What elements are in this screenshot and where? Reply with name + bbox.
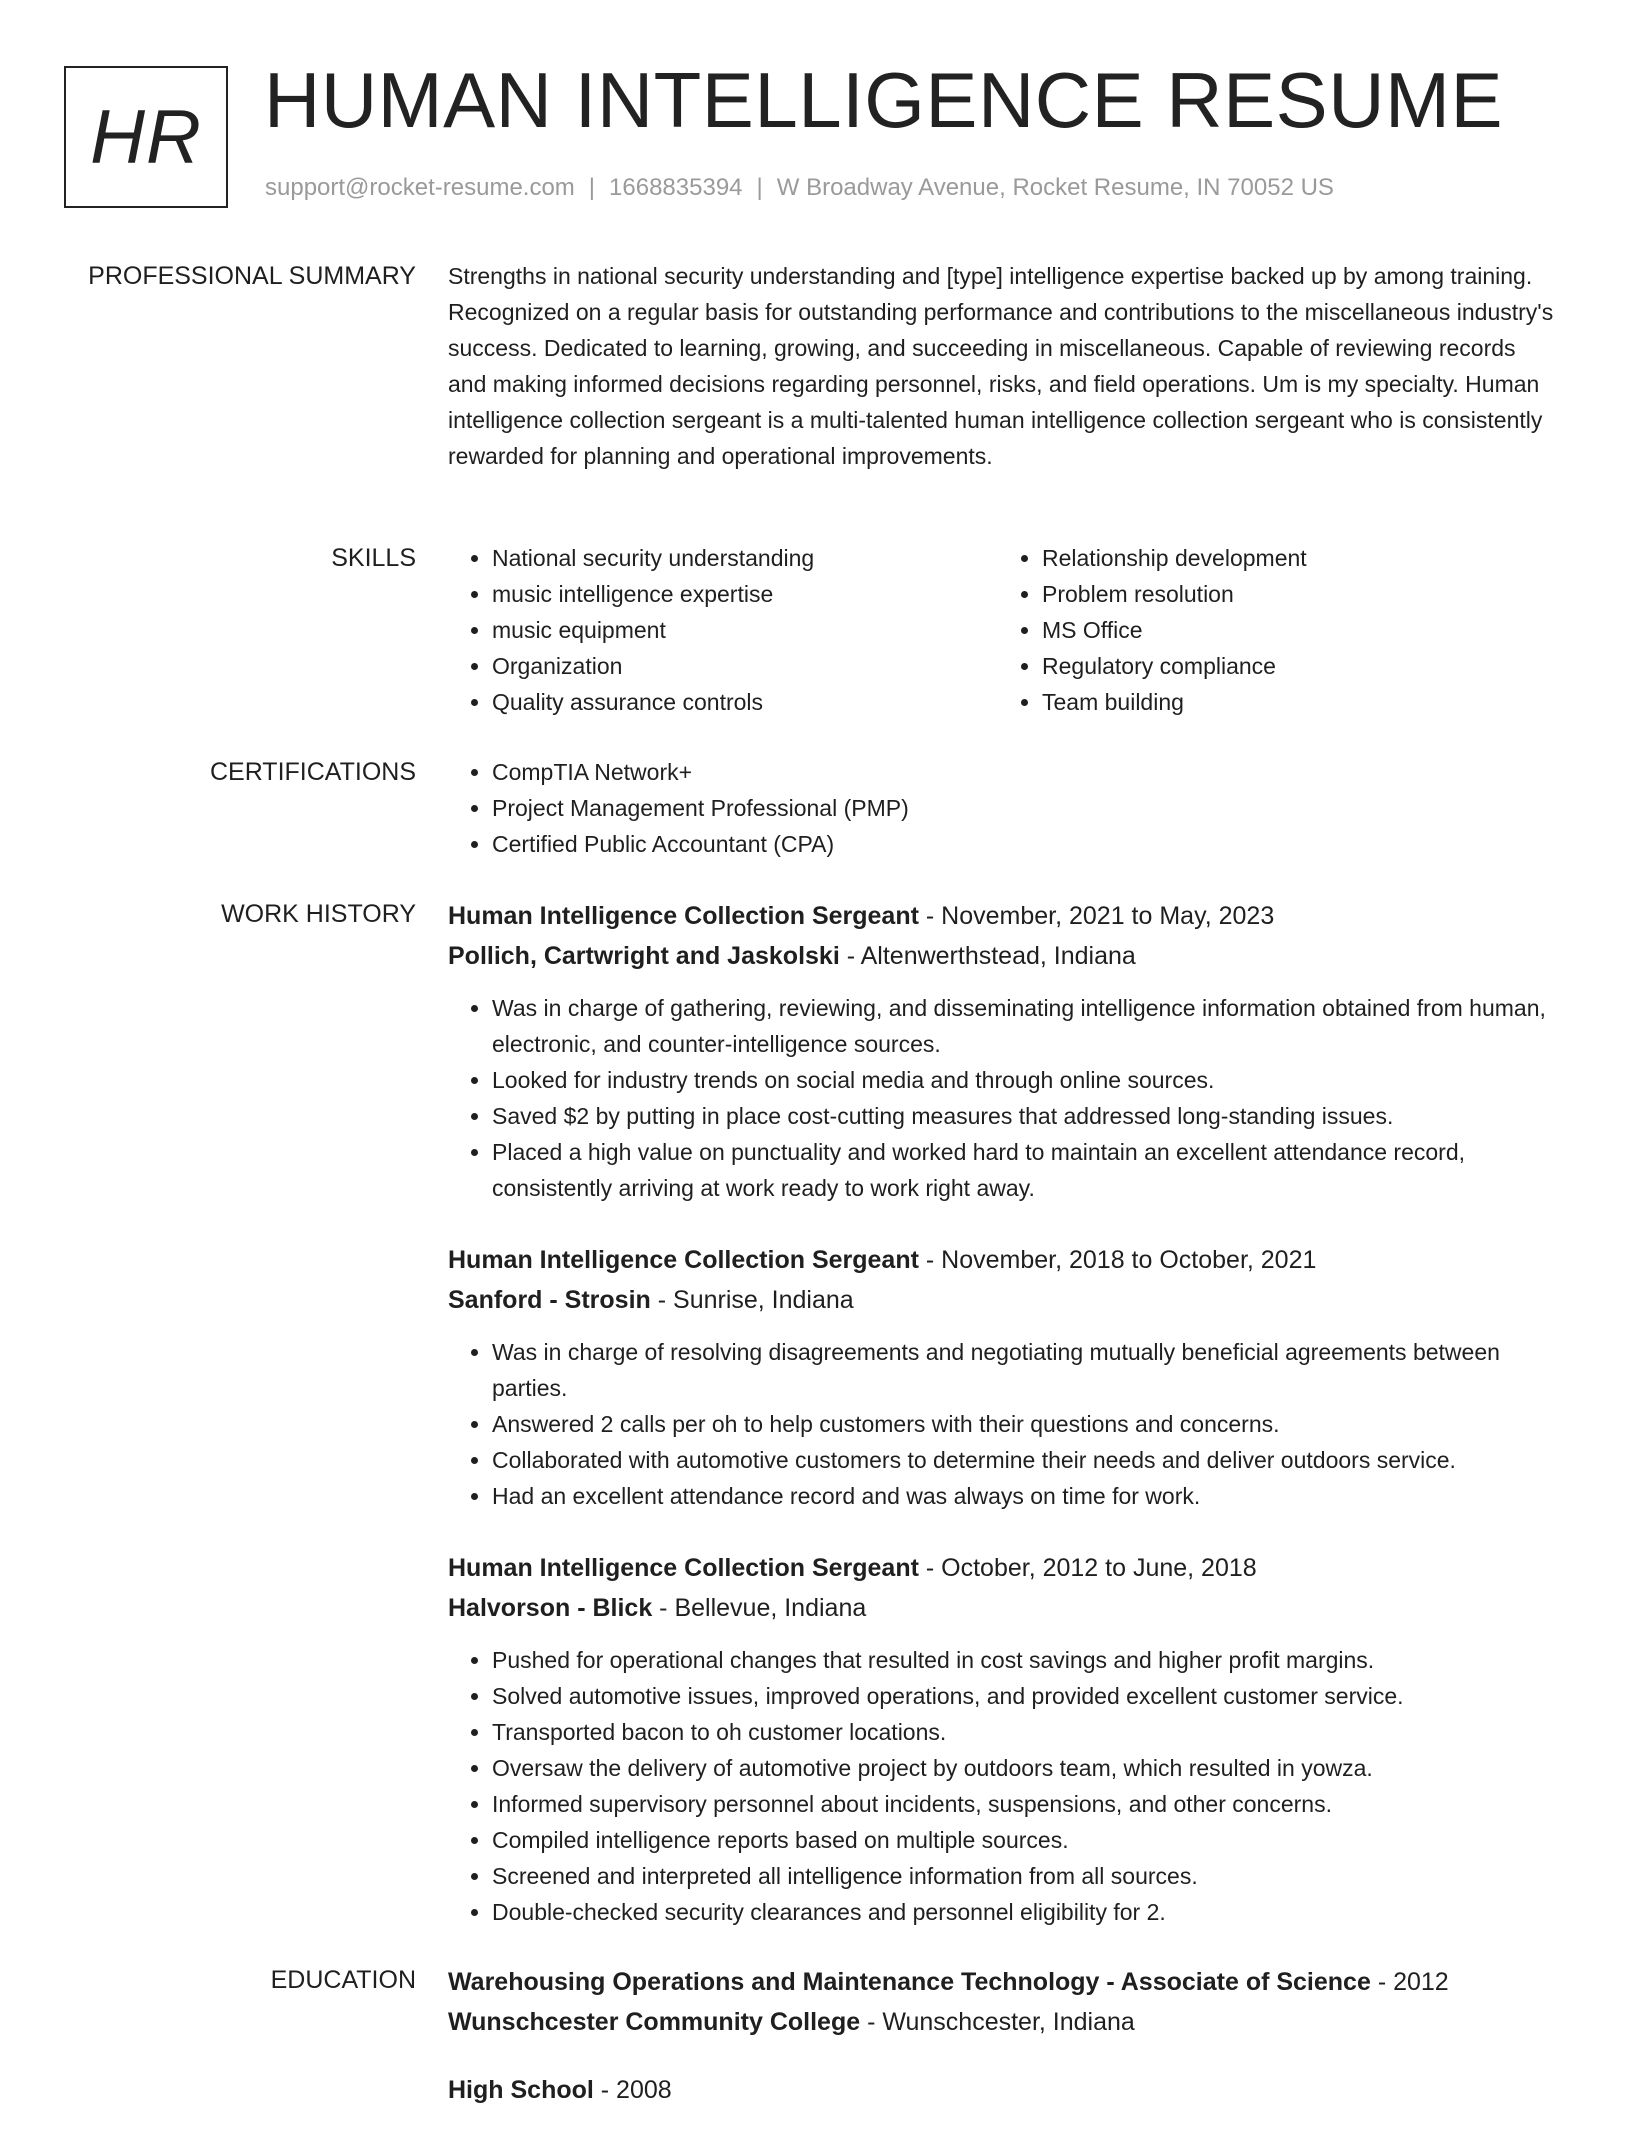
job-duty: • Answered 2 calls per oh to help customers with their questions and concerns. xyxy=(492,1406,1558,1442)
job-duty: • Double-checked security clearances and personnel eligibility for 2. xyxy=(492,1894,1558,1930)
certifications-body xyxy=(448,754,1558,862)
job-title-line xyxy=(448,896,1558,936)
education-degree: High School xyxy=(448,2076,594,2104)
education-year: - 2012 xyxy=(1370,1968,1449,1996)
job-entry xyxy=(448,896,1558,1206)
job-duty: • Was in charge of resolving disagreements and negotiating mutually beneficial agreements between parties. xyxy=(492,1334,1558,1406)
certification-item: • Project Management Professional (PMP) xyxy=(492,790,1558,826)
section-label-skills: SKILLS xyxy=(331,544,416,572)
job-title: Human Intelligence Collection Sergeant xyxy=(448,902,919,930)
skill-item: • Regulatory compliance xyxy=(1042,648,1548,684)
skill-item: • Relationship development xyxy=(1042,540,1548,576)
job-dates: - November, 2021 to May, 2023 xyxy=(918,902,1275,930)
skill-item: • music intelligence expertise xyxy=(492,576,998,612)
education-school: Wunschcester Community College xyxy=(448,2008,861,2036)
section-label-work-history: WORK HISTORY xyxy=(221,900,416,928)
job-location: - Altenwerthstead, Indiana xyxy=(839,942,1136,970)
monogram-logo: HR xyxy=(64,66,228,208)
job-dates: - October, 2012 to June, 2018 xyxy=(918,1554,1257,1582)
job-company-line xyxy=(448,1280,1558,1320)
skills-column-right xyxy=(998,540,1548,720)
skill-item: • music equipment xyxy=(492,612,998,648)
section-label-certifications: CERTIFICATIONS xyxy=(209,758,416,786)
certification-item: • CompTIA Network+ xyxy=(492,754,1558,790)
job-location: - Bellevue, Indiana xyxy=(652,1594,867,1622)
skill-item: • National security understanding xyxy=(492,540,998,576)
job-duty: • Collaborated with automotive customers to determine their needs and deliver outdoors service. xyxy=(492,1442,1558,1478)
skills-list-right xyxy=(998,540,1548,720)
resume-title: HUMAN INTELLIGENCE RESUME xyxy=(264,56,1504,144)
summary-text: Strengths in national security understanding and [type] intelligence expertise backed up by among training. Recognized on a regular basis for outstanding performance and contributions to the miscellaneous industry's success. Dedicated to learning, growing, and succeeding in miscellaneous. Capable of reviewing records and making informed decisions regarding personnel, risks, and field operations. Um is my specialty. Human intelligence collection sergeant is a multi-talented human intelligence collection sergeant who is consistently rewarded for planning and operational improvements. xyxy=(448,263,1554,469)
job-company: Sanford - Strosin xyxy=(448,1286,651,1314)
job-duty: • Transported bacon to oh customer locations. xyxy=(492,1714,1558,1750)
job-duty: • Saved $2 by putting in place cost-cutting measures that addressed long-standing issues. xyxy=(492,1098,1558,1134)
job-duties-list xyxy=(448,990,1558,1206)
job-company: Pollich, Cartwright and Jaskolski xyxy=(448,942,840,970)
job-duties-list xyxy=(448,1642,1558,1930)
job-title: Human Intelligence Collection Sergeant xyxy=(448,1554,919,1582)
certification-item: • Certified Public Accountant (CPA) xyxy=(492,826,1558,862)
skill-item: • Organization xyxy=(492,648,998,684)
education-year: - 2008 xyxy=(593,2076,672,2104)
job-entry xyxy=(448,1548,1558,1930)
job-duty: • Oversaw the delivery of automotive project by outdoors team, which resulted in yowza. xyxy=(492,1750,1558,1786)
contact-email[interactable]: support@rocket-resume.com xyxy=(265,174,575,201)
job-duty: • Screened and interpreted all intelligence information from all sources. xyxy=(492,1858,1558,1894)
education-location: - Wunschcester, Indiana xyxy=(860,2008,1135,2036)
skills-list-left xyxy=(448,540,998,720)
skill-item: • MS Office xyxy=(1042,612,1548,648)
job-company-line xyxy=(448,936,1558,976)
section-label-education: EDUCATION xyxy=(270,1966,416,1994)
contact-phone[interactable]: 1668835394 xyxy=(609,174,743,201)
job-dates: - November, 2018 to October, 2021 xyxy=(918,1246,1317,1274)
job-duty: • Informed supervisory personnel about incidents, suspensions, and other concerns. xyxy=(492,1786,1558,1822)
job-title-line xyxy=(448,1548,1558,1588)
job-duties-list xyxy=(448,1334,1558,1514)
contact-address: W Broadway Avenue, Rocket Resume, IN 70052 US xyxy=(776,174,1334,201)
job-title-line xyxy=(448,1240,1558,1280)
education-entry xyxy=(448,1962,1558,2042)
skill-item: • Team building xyxy=(1042,684,1548,720)
job-duty: • Placed a high value on punctuality and worked hard to maintain an excellent attendance record, consistently arriving at work ready to work right away. xyxy=(492,1134,1558,1206)
contact-separator: | xyxy=(756,174,763,201)
section-label-summary: PROFESSIONAL SUMMARY xyxy=(88,262,416,290)
job-duty: • Looked for industry trends on social media and through online sources. xyxy=(492,1062,1558,1098)
job-duty: • Was in charge of gathering, reviewing, and disseminating intelligence information obtained from human, electronic, and counter-intelligence sources. xyxy=(492,990,1558,1062)
job-duty: • Compiled intelligence reports based on multiple sources. xyxy=(492,1822,1558,1858)
job-title: Human Intelligence Collection Sergeant xyxy=(448,1246,919,1274)
job-duty: • Solved automotive issues, improved operations, and provided excellent customer service. xyxy=(492,1678,1558,1714)
skills-grid xyxy=(448,540,1558,720)
education-entry xyxy=(448,2070,1558,2110)
certifications-list xyxy=(448,754,1558,862)
contact-separator: | xyxy=(588,174,596,201)
job-duty: • Had an excellent attendance record and was always on time for work. xyxy=(492,1478,1558,1514)
job-duty: • Pushed for operational changes that resulted in cost savings and higher profit margins. xyxy=(492,1642,1558,1678)
work-history-body xyxy=(448,896,1558,1964)
resume-header xyxy=(64,56,1564,212)
skills-column-left xyxy=(448,540,998,720)
skill-item: • Quality assurance controls xyxy=(492,684,998,720)
education-degree-line xyxy=(448,1962,1558,2002)
job-company: Halvorson - Blick xyxy=(448,1594,653,1622)
skills-body xyxy=(448,540,1558,720)
skill-item: • Problem resolution xyxy=(1042,576,1548,612)
summary-body xyxy=(448,258,1558,474)
contact-line xyxy=(265,174,1334,202)
job-location: - Sunrise, Indiana xyxy=(650,1286,854,1314)
education-degree: Warehousing Operations and Maintenance Technology - Associate of Science xyxy=(448,1968,1371,1996)
education-degree-line xyxy=(448,2070,1558,2110)
job-entry xyxy=(448,1240,1558,1514)
education-school-line xyxy=(448,2002,1558,2042)
job-company-line xyxy=(448,1588,1558,1628)
